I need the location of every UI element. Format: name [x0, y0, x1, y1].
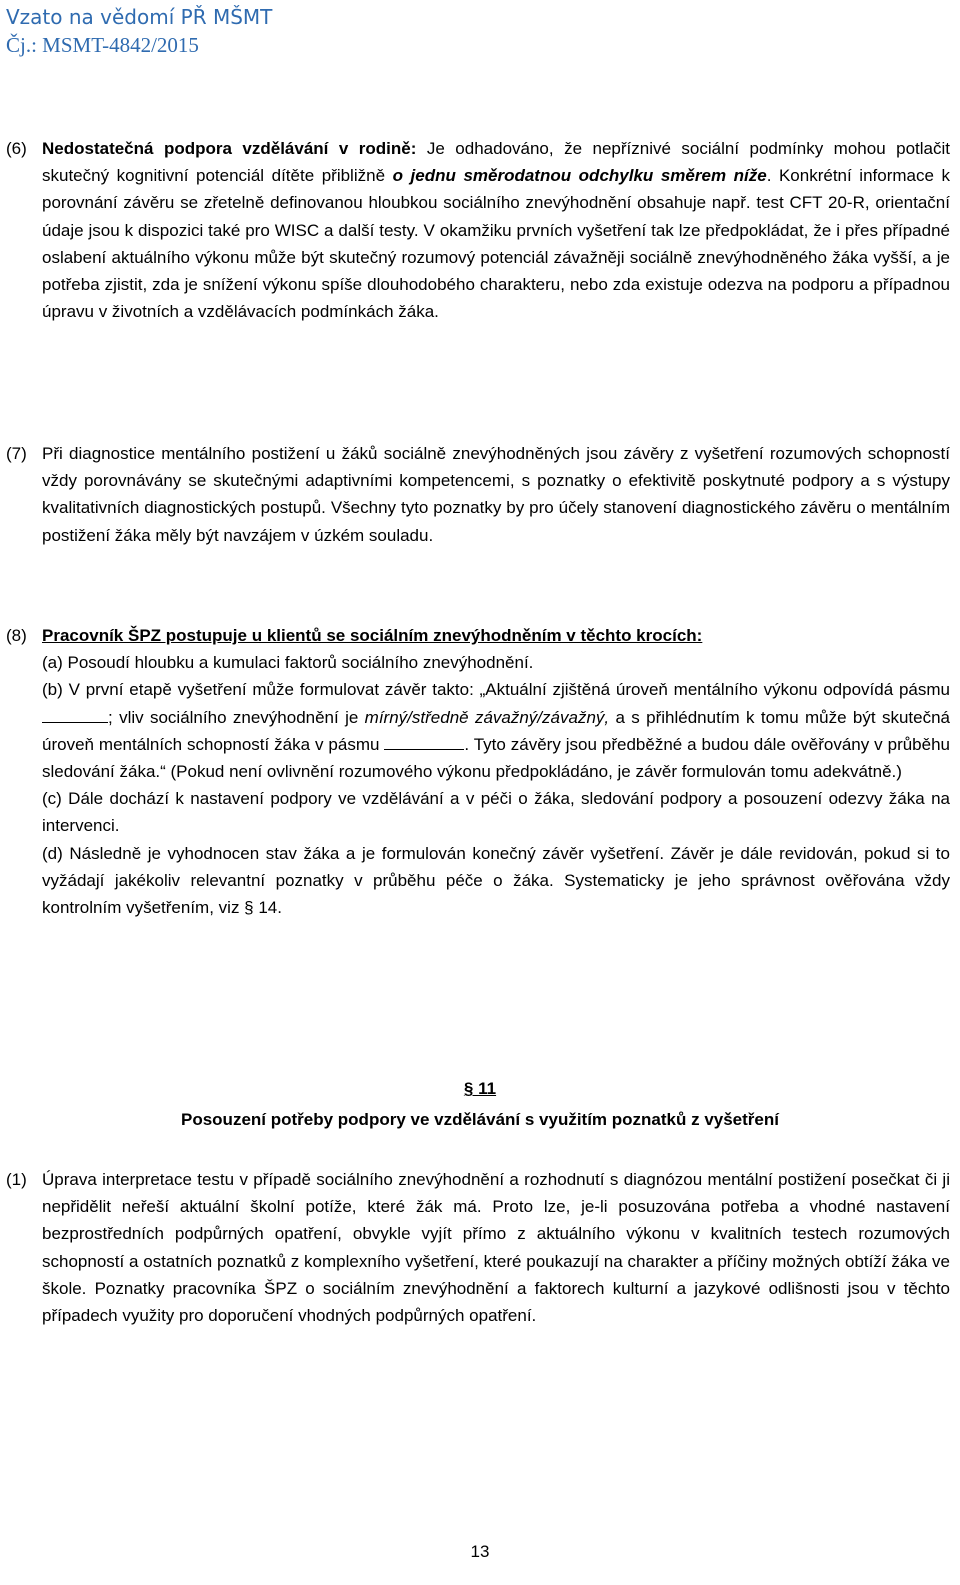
page-number: 13: [470, 1542, 490, 1561]
blank-line: [384, 732, 464, 750]
paragraph-number: (6): [6, 139, 27, 158]
paragraph-body: Při diagnostice mentálního postižení u žáků sociálně znevýhodněných jsou závěry z vyšetření rozumových schopností vždy porovnávány se skutečnými adaptivními kompetencemi, s poznatky o efektivitě poskytnuté podpory a s výstupy kvalitativních diagnostických postupů. Všechny tyto poznatky by pro účely stanovení diagnostického závěru o mentálním postižení žáka měly být navzájem v úzkém souladu.: [42, 444, 950, 545]
paragraph-body: Úprava interpretace testu v případě sociálního znevýhodnění a rozhodnutí s diagnózou mentální postižení posečkat či ji nepřidělit neřeší aktuální školní potíže, které žák má. Proto lze, je-li posuzována potřeba a vhodné nastavení bezprostředních podpůrných opatření, obvykle vyjít přímo z aktuálního výkonu v kvalitních testech rozumových schopností a ostatních poznatků z komplexního vyšetření, které poukazují na charakter a příčiny možných obtíží žáka ve škole. Poznatky pracovníka ŠPZ o sociálním znevýhodnění a faktorech kulturní a jazykové odlišnosti jsou v těchto případech využity pro doporučení vhodných podpůrných opatření.: [42, 1170, 950, 1326]
step-b: (b) V první etapě vyšetření může formulovat závěr takto: „Aktuální zjištěná úroveň mentálního výkonu odpovídá pásmu ; vliv sociálního znevýhodnění je mírný/středně závažný/závažný, a s přihlédnutím k tomu může být skutečná úroveň mentálních schopností žáka v pásmu . Tyto závěry jsou předběžné a budou dále ověřovány v průběhu sledování žáka.“ (Pokud není ovlivnění rozumového výkonu předpokládáno, je závěr formulován tomu adekvátně.): [42, 680, 950, 782]
paragraph-7: [6, 440, 950, 549]
text-run: . Konkrétní informace k porovnání závěru se zřetelně definovanou hloubkou sociálního znevýhodnění obsahuje např. test CFT 20-R, orientační údaje jsou k dispozici také pro WISC a další testy.: [42, 166, 950, 240]
paragraph-number: (8): [6, 626, 27, 645]
paragraph-6: [6, 135, 950, 325]
severity-options: mírný/středně závažný/závažný,: [364, 707, 610, 727]
emphasis-one-sd: o jednu: [392, 166, 456, 186]
emphasis-sd-below: směrodatnou odchylku směrem níže: [463, 166, 767, 186]
section-number: § 11: [463, 1079, 497, 1098]
blank-line: [42, 705, 108, 723]
paragraph-8: [6, 622, 950, 921]
header-approval: Vzato na vědomí PŘ MŠMT: [6, 5, 273, 29]
paragraph-number: (1): [6, 1170, 27, 1189]
text-run: V okamžiku prvních vyšetření tak lze předpokládat, že i přes případné oslabení aktuálního výkonu může být skutečný rozumový potenciál závažněji sociálně znevýhodněného žáka vyšší, a je potřeba zjistit, zda je snížení výkonu spíše dlouhodobého charakteru, nebo zda existuje odezva na podporu a případnou úpravu v životních a vzdělávacích podmínkách žáka.: [42, 220, 951, 322]
paragraph-body: [42, 135, 950, 325]
step-a: (a) Posoudí hloubku a kumulaci faktorů sociálního znevýhodnění.: [42, 653, 534, 673]
step-c: (c) Dále dochází k nastavení podpory ve vzdělávání a v péči o žáka, sledování podpory a posouzení odezvy žáka na intervenci.: [42, 789, 950, 836]
paragraph-body: [42, 622, 950, 921]
text-run: Je odhadováno, že nepříznivé sociální podmínky mohou potlačit skutečný kognitivní potenciál dítěte přibližně: [42, 139, 950, 186]
step-d: (d) Následně je vyhodnocen stav žáka a je formulován konečný závěr vyšetření. Závěr je dále revidován, pokud si to vyžádají jakékoliv relevantní poznatky v průběhu péče o žáka. Systematicky je jeho správnost ověřována vždy kontrolním vyšetřením, viz § 14.: [42, 843, 950, 918]
header-reference-number: Čj.: MSMT-4842/2015: [6, 33, 199, 57]
section-paragraph-1: [6, 1166, 950, 1329]
paragraph-heading: Pracovník ŠPZ postupuje u klientů se sociálním znevýhodněním v těchto krocích:: [42, 626, 703, 645]
section-title: Posouzení potřeby podpory ve vzdělávání s využitím poznatků z vyšetření: [181, 1110, 779, 1129]
bold-lead: Nedostatečná podpora vzdělávání v rodině:: [42, 139, 417, 158]
paragraph-number: (7): [6, 444, 27, 463]
